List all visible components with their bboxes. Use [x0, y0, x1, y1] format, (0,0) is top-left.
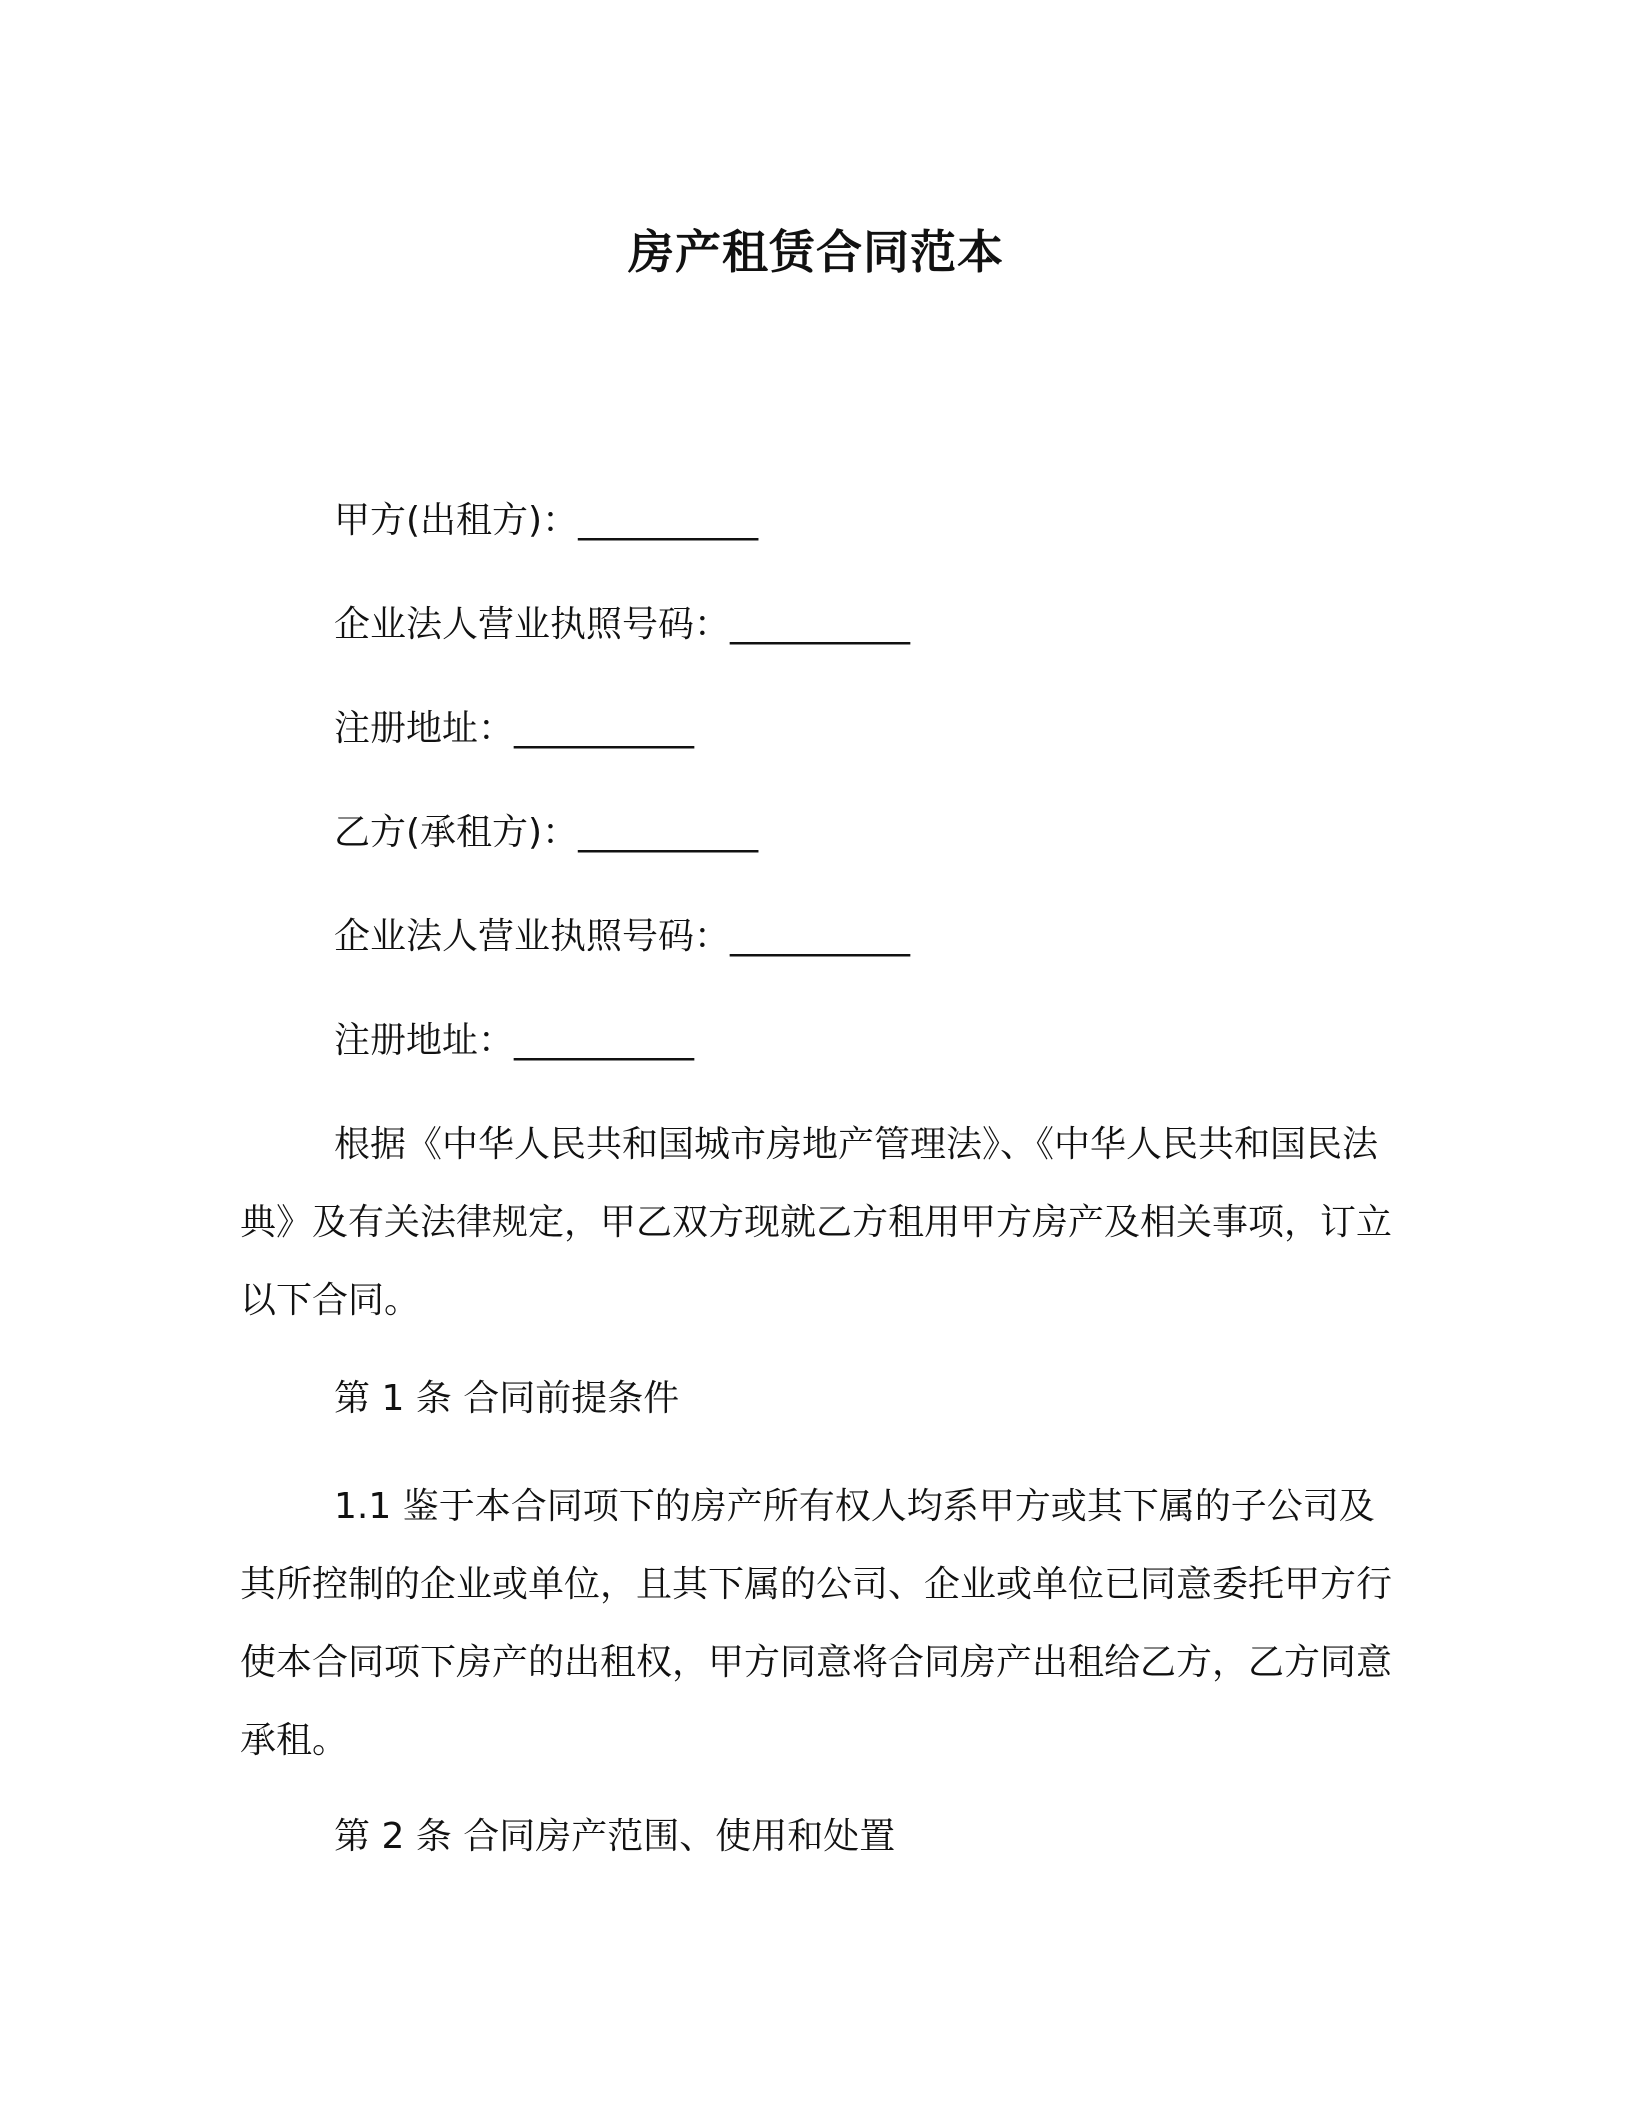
lessee-license-field: 企业法人营业执照号码：__________: [334, 916, 911, 957]
article-2-heading: 第 2 条 合同房产范围、使用和处置: [334, 1816, 896, 1857]
document-title: 房产租赁合同范本: [628, 225, 1004, 279]
lessee-field: 乙方(承租方)：__________: [334, 812, 759, 853]
article-1-heading: 第 1 条 合同前提条件: [334, 1378, 680, 1419]
clause-1-1-paragraph: 1.1 鉴于本合同项下的房产所有权人均系甲方或其下属的子公司及其所控制的企业或单位，且其下属的公司、企业或单位已同意委托甲方行使本合同项下房产的出租权，甲方同意将合同房产出租给乙方，乙方同意承租。: [240, 1486, 1393, 1761]
intro-paragraph: 根据《中华人民共和国城市房地产管理法》、《中华人民共和国民法典》及有关法律规定，甲乙双方现就乙方租用甲方房产及相关事项，订立以下合同。: [240, 1124, 1393, 1321]
lessor-address-field: 注册地址：__________: [334, 708, 695, 749]
lessor-license-field: 企业法人营业执照号码：__________: [334, 604, 911, 645]
lessee-address-field: 注册地址：__________: [334, 1020, 695, 1061]
lessor-field: 甲方(出租方)：__________: [334, 500, 759, 541]
